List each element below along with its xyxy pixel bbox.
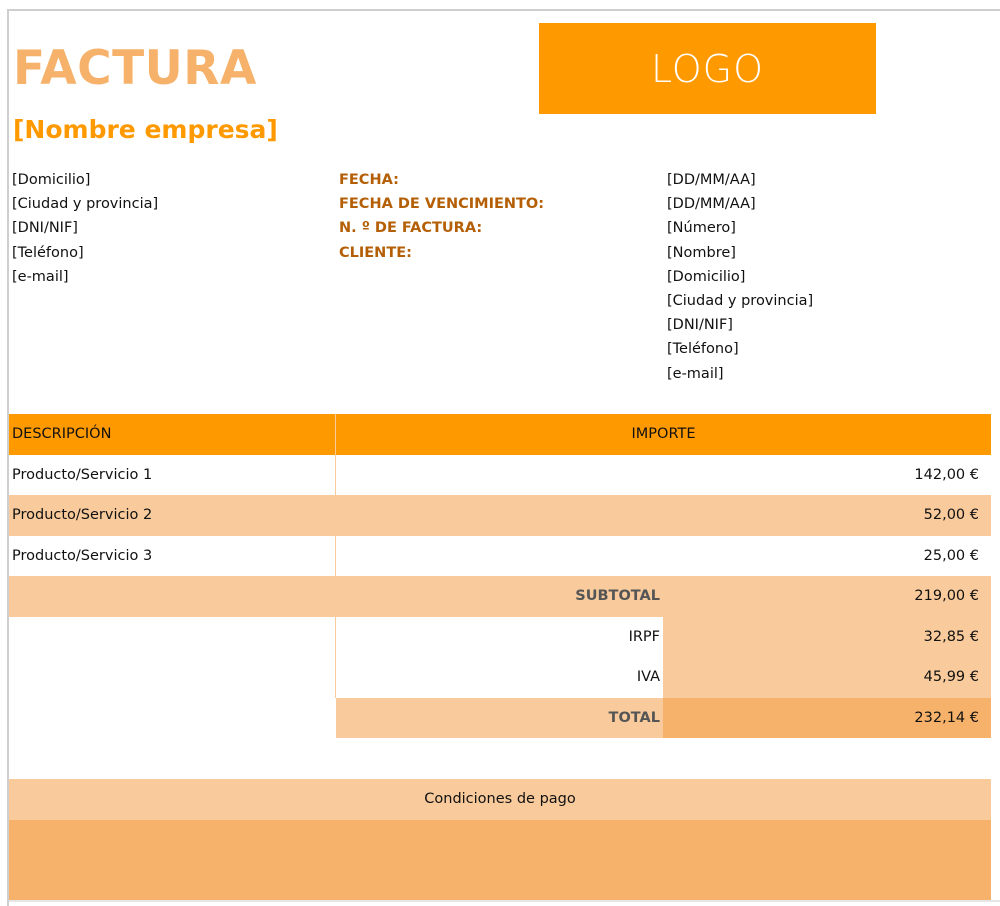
invoice-number-value[interactable]: [Número] bbox=[667, 220, 736, 237]
payment-terms-label: Condiciones de pago bbox=[424, 791, 576, 808]
invoice-title: FACTURA bbox=[13, 41, 257, 96]
invoice-meta-labels bbox=[339, 168, 544, 265]
iva-row bbox=[9, 657, 991, 698]
item-amount[interactable]: 25,00 € bbox=[923, 547, 979, 564]
total-value: 232,14 € bbox=[663, 698, 991, 739]
table-row bbox=[9, 455, 991, 496]
invoice-number-label: N. º DE FACTURA: bbox=[339, 220, 483, 237]
client-label: CLIENTE: bbox=[339, 244, 412, 261]
spacer bbox=[9, 576, 336, 617]
sender-email[interactable]: [e-mail] bbox=[12, 268, 69, 285]
logo-placeholder[interactable] bbox=[539, 23, 876, 114]
sender-city[interactable]: [Ciudad y provincia] bbox=[12, 196, 159, 213]
client-name-value[interactable]: [Nombre] bbox=[667, 244, 736, 261]
bottom-divider bbox=[9, 900, 1000, 902]
logo-text: LOGO bbox=[650, 46, 765, 91]
spacer bbox=[9, 657, 336, 698]
client-email-value[interactable]: [e-mail] bbox=[667, 365, 724, 382]
client-tax-id-value[interactable]: [DNI/NIF] bbox=[667, 317, 733, 334]
item-amount[interactable]: 142,00 € bbox=[914, 466, 979, 483]
iva-value[interactable]: 45,99 € bbox=[663, 657, 991, 698]
table-row bbox=[9, 495, 991, 536]
total-row bbox=[9, 698, 991, 739]
client-phone-value[interactable]: [Teléfono] bbox=[667, 341, 739, 358]
sender-address[interactable]: [Domicilio] bbox=[12, 172, 91, 188]
spacer bbox=[9, 617, 336, 658]
items-table bbox=[9, 414, 991, 576]
subtotal-value: 219,00 € bbox=[663, 576, 991, 617]
date-label: FECHA: bbox=[339, 172, 399, 188]
sender-phone[interactable]: [Teléfono] bbox=[12, 244, 84, 261]
subtotal-row bbox=[9, 576, 991, 617]
spacer bbox=[9, 698, 336, 739]
sender-details bbox=[12, 168, 158, 289]
irpf-label: IRPF bbox=[336, 617, 663, 658]
invoice-meta-values bbox=[667, 168, 813, 386]
iva-label: IVA bbox=[336, 657, 663, 698]
item-amount[interactable]: 52,00 € bbox=[923, 507, 979, 524]
totals-section bbox=[9, 576, 991, 738]
sender-tax-id[interactable]: [DNI/NIF] bbox=[12, 220, 78, 237]
items-table-header bbox=[9, 414, 991, 455]
amount-header: IMPORTE bbox=[631, 426, 696, 443]
invoice-sheet bbox=[7, 9, 1000, 906]
item-description[interactable]: Producto/Servicio 1 bbox=[9, 455, 336, 496]
due-date-label: FECHA DE VENCIMIENTO: bbox=[339, 196, 545, 213]
payment-terms-header bbox=[9, 779, 991, 820]
irpf-value[interactable]: 32,85 € bbox=[663, 617, 991, 658]
client-address-value[interactable]: [Domicilio] bbox=[667, 268, 746, 285]
item-description[interactable]: Producto/Servicio 3 bbox=[9, 536, 336, 577]
table-row bbox=[9, 536, 991, 577]
payment-terms-body[interactable] bbox=[9, 820, 991, 900]
client-city-value[interactable]: [Ciudad y provincia] bbox=[667, 293, 814, 310]
item-description[interactable]: Producto/Servicio 2 bbox=[12, 507, 153, 524]
description-header: DESCRIPCIÓN bbox=[9, 414, 336, 455]
due-date-value[interactable]: [DD/MM/AA] bbox=[667, 196, 756, 213]
irpf-row bbox=[9, 617, 991, 658]
subtotal-label: SUBTOTAL bbox=[575, 588, 660, 605]
total-label: TOTAL bbox=[336, 698, 663, 739]
company-name[interactable]: [Nombre empresa] bbox=[13, 115, 278, 144]
date-value[interactable]: [DD/MM/AA] bbox=[667, 172, 756, 188]
